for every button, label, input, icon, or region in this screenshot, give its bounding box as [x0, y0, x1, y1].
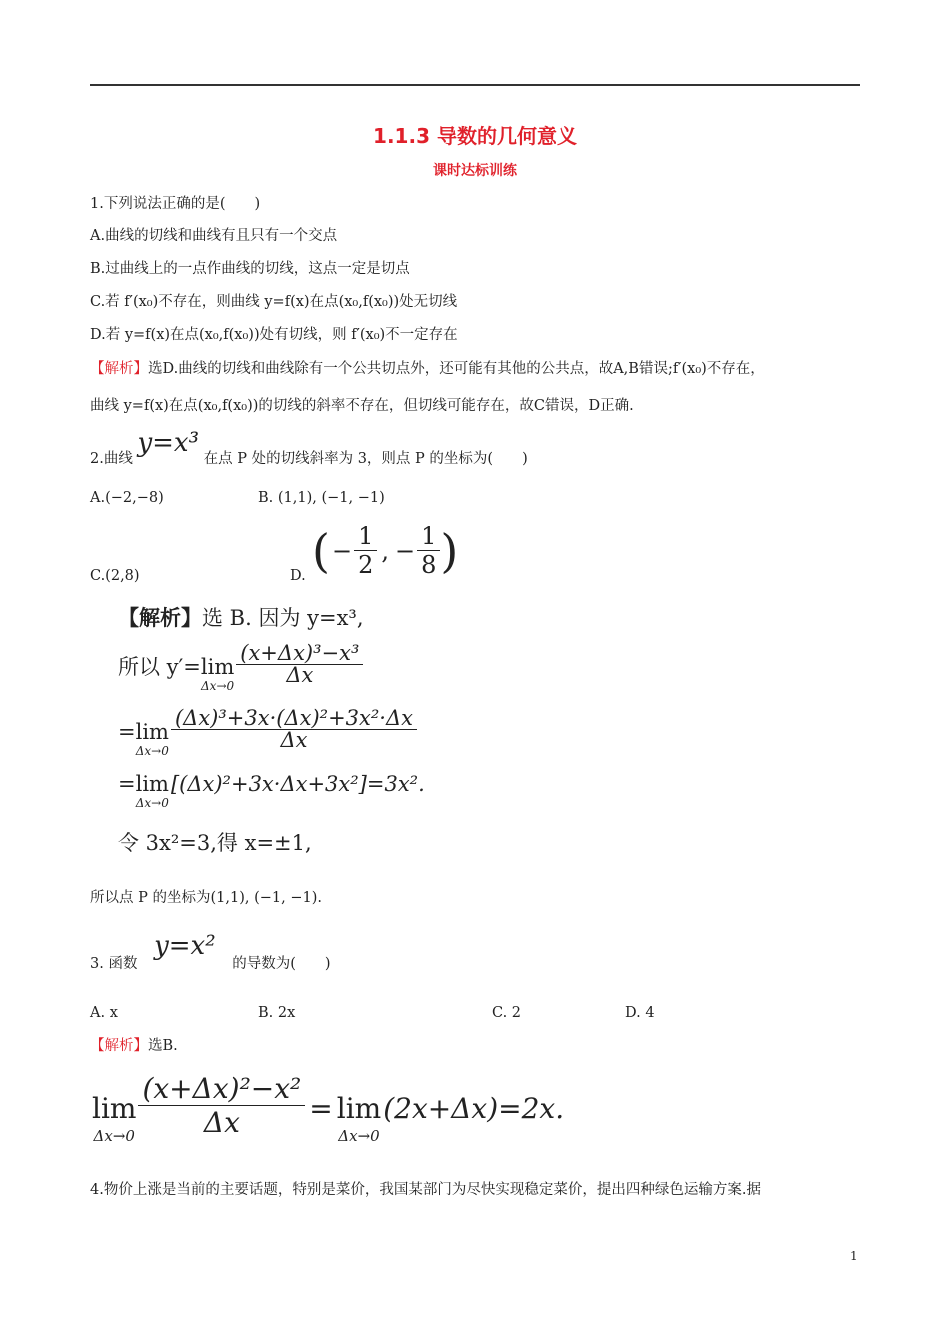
lim-word: lim — [135, 772, 169, 796]
q2-stem — [90, 428, 528, 469]
frac-den: 2 — [358, 551, 374, 579]
difference-quotient — [236, 643, 363, 686]
lim-subscript: Δx→0 — [135, 744, 169, 758]
page-title: 1.1.3 导数的几何意义 — [373, 124, 577, 148]
limit-operator-2 — [337, 1072, 381, 1145]
result-expression: (2x+Δx)=2x. — [383, 1092, 565, 1125]
q2-solution-line4 — [118, 774, 425, 809]
q2-option-d-math — [312, 522, 458, 579]
q1-option-a: A.曲线的切线和曲线有且只有一个交点 — [90, 228, 338, 244]
fraction-one-eighth — [417, 522, 440, 579]
equals-sign: = — [118, 772, 136, 796]
lim-subscript: Δx→0 — [338, 1127, 380, 1145]
difference-quotient — [138, 1072, 305, 1139]
lim-word: lim — [336, 1092, 382, 1125]
q1-stem: 1.下列说法正确的是( ) — [90, 196, 261, 212]
limit-operator — [92, 1072, 136, 1145]
q3-option-d: D. 4 — [625, 1005, 655, 1021]
expanded-quotient — [171, 708, 417, 751]
q3-option-b: B. 2x — [258, 1005, 296, 1021]
q2-solution-line2 — [118, 643, 363, 692]
comma: , — [381, 536, 389, 565]
q2-option-d-label: D. — [290, 568, 306, 584]
frac-den: Δx — [203, 1106, 240, 1139]
analysis-tag: 【解析】 — [90, 361, 148, 377]
q3-stem-post: 的导数为( ) — [232, 956, 331, 972]
q3-stem — [90, 931, 331, 974]
limit-operator — [136, 708, 169, 757]
q4-stem: 4.物价上涨是当前的主要话题，特别是菜价，我国某部门为尽快实现稳定菜价，提出四种绿色运输方案.据 — [90, 1182, 761, 1198]
q3-analysis — [90, 1036, 178, 1056]
frac-den: 8 — [421, 551, 437, 579]
q2-stem-post: 在点 P 处的切线斜率为 3，则点 P 的坐标为( ) — [203, 451, 528, 467]
lim-subscript: Δx→0 — [93, 1127, 135, 1145]
frac-den: Δx — [280, 728, 308, 752]
lim-word: lim — [92, 1092, 137, 1125]
solution-text: 选 B. 因为 y=x³, — [202, 606, 364, 630]
q3-stem-math: y=x² — [154, 931, 216, 961]
q3-option-c: C. 2 — [492, 1005, 522, 1021]
minus-sign-2: − — [394, 536, 416, 565]
q1-analysis-line1 — [90, 359, 765, 379]
q2-option-b: B. (1,1), (−1, −1) — [258, 490, 385, 506]
solution-tag: 【解析】 — [118, 605, 202, 630]
paren-open: ( — [312, 523, 330, 578]
frac-den: Δx — [286, 663, 314, 687]
q2-option-a: A.(−2,−8) — [90, 490, 164, 506]
analysis-text: 选B. — [148, 1038, 178, 1054]
paren-close: ) — [440, 523, 459, 578]
lim-word: lim — [135, 720, 169, 744]
lim-subscript: Δx→0 — [201, 679, 235, 693]
frac-num: (x+Δx)²−x² — [138, 1072, 305, 1106]
q2-solution-line5: 令 3x²=3,得 x=±1, — [118, 831, 312, 855]
q1-option-d: D.若 y=f(x)在点(x₀,f(x₀))处有切线，则 f′(x₀)不一定存在 — [90, 327, 458, 343]
q2-solution-line3 — [118, 708, 417, 757]
frac-num: 1 — [354, 522, 377, 551]
q2-solution-line1 — [118, 607, 364, 629]
frac-num: (x+Δx)³−x³ — [236, 643, 363, 665]
top-rule — [90, 84, 860, 86]
q3-derivative-formula — [92, 1072, 564, 1145]
equals-sign: = — [309, 1092, 333, 1125]
page-subtitle: 课时达标训练 — [433, 163, 517, 179]
q2-option-c: C.(2,8) — [90, 568, 140, 584]
lim-word: lim — [200, 655, 235, 679]
q2-stem-pre: 2.曲线 — [90, 451, 133, 467]
minus-sign: − — [331, 536, 353, 565]
lim-subscript: Δx→0 — [135, 796, 169, 810]
solution-prefix: 所以 y′= — [118, 655, 201, 679]
limit-operator — [201, 643, 234, 692]
equals-sign: = — [118, 720, 136, 744]
q3-option-a: A. x — [90, 1005, 118, 1021]
q2-stem-math: y=x³ — [137, 428, 200, 458]
q1-option-c: C.若 f′(x₀)不存在，则曲线 y=f(x)在点(x₀,f(x₀))处无切线 — [90, 294, 458, 310]
q2-conclusion: 所以点 P 的坐标为(1,1), (−1, −1). — [90, 890, 322, 906]
q3-stem-pre: 3. 函数 — [90, 956, 138, 972]
q1-analysis-line2: 曲线 y=f(x)在点(x₀,f(x₀))的切线的斜率不存在，但切线可能存在，故C错误，D正确. — [90, 398, 634, 414]
simplified-limit: [(Δx)²+3x·Δx+3x²]=3x². — [170, 772, 425, 796]
analysis-text: 选D.曲线的切线和曲线除有一个公共切点外，还可能有其他的公共点，故A,B错误;f′(x₀)不存在， — [148, 361, 765, 377]
fraction-one-half — [354, 522, 377, 579]
limit-operator — [136, 774, 169, 809]
frac-num: 1 — [417, 522, 440, 551]
page-number: 1 — [850, 1249, 858, 1263]
analysis-tag: 【解析】 — [90, 1038, 148, 1054]
q1-option-b: B.过曲线上的一点作曲线的切线，这点一定是切点 — [90, 261, 410, 277]
frac-num: (Δx)³+3x·(Δx)²+3x²·Δx — [171, 708, 417, 730]
